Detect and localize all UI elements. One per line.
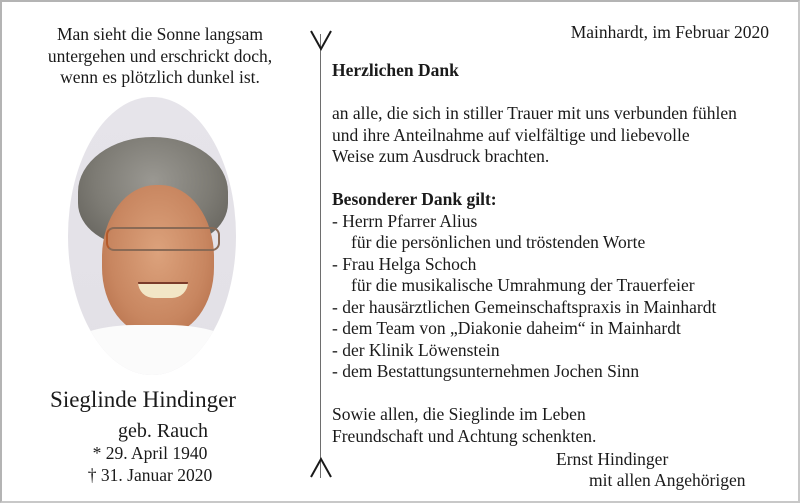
life-rune-icon — [310, 30, 332, 52]
birth-name: geb. Rauch — [118, 420, 208, 442]
thanks-item: - dem Bestattungsunternehmen Jochen Sinn — [332, 361, 640, 381]
photo-face — [102, 185, 214, 335]
intro-line: und ihre Anteilnahme auf vielfältige und liebevolle — [332, 124, 690, 145]
birth-date: * 29. April 1940 — [92, 443, 208, 463]
signature-name: Ernst Hindinger — [556, 449, 669, 469]
deceased-name: Sieglinde Hindinger — [50, 387, 236, 412]
closing-line: Freundschaft und Achtung schenkten. — [332, 425, 597, 446]
divider-line — [320, 34, 321, 478]
place-date: Mainhardt, im Februar 2020 — [570, 22, 769, 42]
thanks-heading: Herzlichen Dank — [332, 60, 459, 80]
death-date: † 31. Januar 2020 — [87, 465, 213, 485]
thanks-item: - der hausärztlichen Gemeinschaftspraxis in Mainhardt — [332, 296, 717, 317]
thanks-item: - der Klinik Löwenstein — [332, 339, 500, 360]
life-dates — [80, 442, 220, 486]
intro-paragraph — [332, 103, 737, 168]
thanks-item: - dem Team von „Diakonie daheim“ in Mainhardt — [332, 318, 681, 338]
photo-glasses — [106, 227, 220, 251]
special-thanks — [332, 189, 716, 383]
thanks-item: - Frau Helga Schoch — [332, 253, 477, 274]
intro-line: an alle, die sich in stiller Trauer mit uns verbunden fühlen — [332, 103, 737, 123]
intro-line: Weise zum Ausdruck brachten. — [332, 146, 550, 166]
death-rune-icon — [310, 456, 332, 478]
thanks-detail: für die musikalische Umrahmung der Trauerfeier — [351, 275, 695, 295]
memorial-quote — [20, 24, 300, 89]
quote-line: wenn es plötzlich dunkel ist. — [60, 67, 260, 87]
closing-paragraph — [332, 404, 596, 447]
signature-family: mit allen Angehörigen — [589, 470, 746, 490]
photo-shirt — [68, 325, 236, 375]
thanks-detail: für die persönlichen und tröstenden Worte — [351, 232, 646, 252]
thanks-item: - Herrn Pfarrer Alius — [332, 210, 478, 231]
portrait-photo — [68, 97, 236, 375]
quote-line: Man sieht die Sonne langsam — [56, 24, 264, 44]
closing-line: Sowie allen, die Sieglinde im Leben — [332, 404, 586, 424]
special-heading: Besonderer Dank gilt: — [332, 189, 497, 209]
quote-line: untergehen und erschrickt doch, — [47, 45, 273, 66]
